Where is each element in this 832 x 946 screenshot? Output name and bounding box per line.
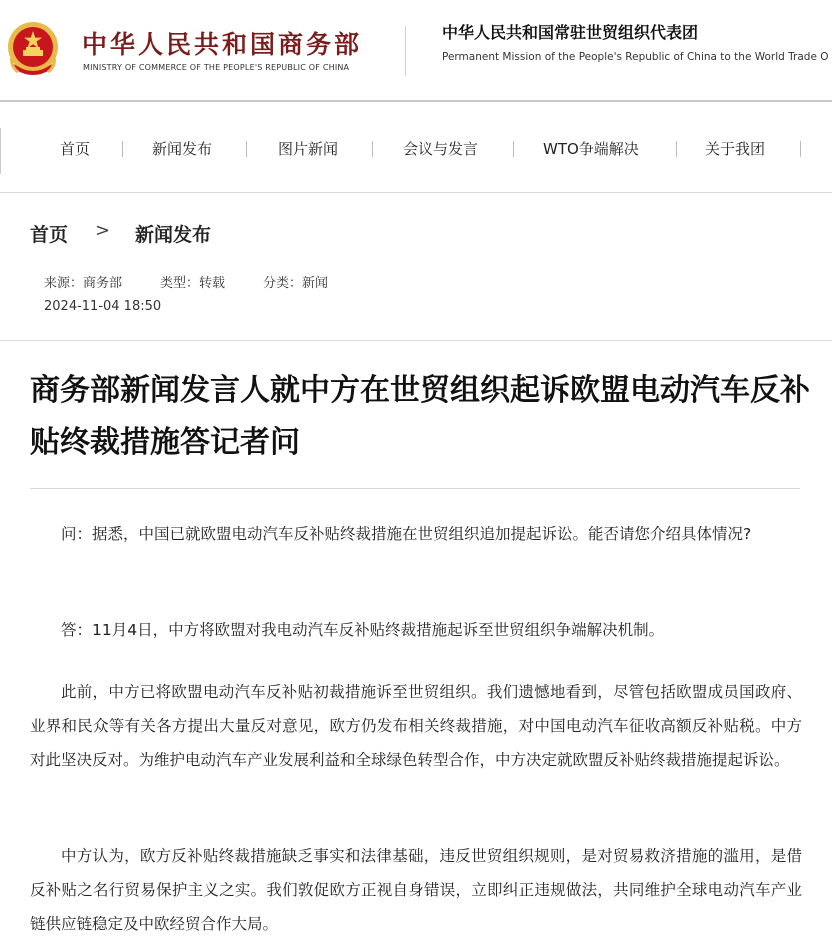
nav-separator [246,141,247,157]
nav-item-news-release[interactable]: 新闻发布 [152,140,213,158]
nav-item-home[interactable]: 首页 [60,140,91,158]
title-divider [30,488,800,489]
article-paragraph-question: 问：据悉，中国已就欧盟电动汽车反补贴终裁措施在世贸组织追加提起诉讼。能否请您介绍具体情况? [61,525,752,543]
breadcrumb-separator: > [95,220,111,241]
article-category: 分类：新闻 [263,276,329,291]
ministry-name-en[interactable]: MINISTRY OF COMMERCE OF THE PEOPLE'S REPUBLIC OF CHINA [83,63,350,72]
meta-divider [0,340,832,341]
nav-item-wto-disputes[interactable]: WTO争端解决 [543,140,639,158]
article-paragraph-position: 中方认为，欧方反补贴终裁措施缺乏事实和法律基础，违反世贸组织规则，是对贸易救济措施的滥用，是借反补贴之名行贸易保护主义之实。我们敦促欧方正视自身错误，立即纠正违规做法，共同维护全球电动汽车产业链供应链稳定及中欧经贸合作大局。 [30,847,802,933]
nav-separator [800,141,801,157]
article-paragraph-background: 此前，中方已将欧盟电动汽车反补贴初裁措施诉至世贸组织。我们遗憾地看到，尽管包括欧盟成员国政府、业界和民众等有关各方提出大量反对意见，欧方仍发布相关终裁措施，对中国电动汽车征收高额反补贴税。中方对此坚决反对。为维护电动汽车产业发展利益和全球绿色转型合作，中方决定就欧盟反补贴终裁措施提起诉讼。 [30,683,802,769]
breadcrumb-current[interactable]: 新闻发布 [135,224,212,246]
site-header [0,0,832,102]
article-type: 类型：转载 [160,276,226,291]
nav-edge-divider [0,128,1,174]
nav-separator [372,141,373,157]
breadcrumb-home[interactable]: 首页 [30,224,69,246]
nav-separator [122,141,123,157]
nav-item-photo-news[interactable]: 图片新闻 [278,140,339,158]
article-title: 商务部新闻发言人就中方在世贸组织起诉欧盟电动汽车反补贴终裁措施答记者问 [30,373,810,460]
nav-item-about-us[interactable]: 关于我团 [705,140,766,158]
ministry-name-cn[interactable]: 中华人民共和国商务部 [82,30,363,59]
nav-item-meetings-speeches[interactable]: 会议与发言 [403,140,479,158]
nav-separator [676,141,677,157]
nav-separator [513,141,514,157]
header-divider [405,26,406,76]
article-date: 2024-11-04 18:50 [44,299,162,314]
mission-name-en: Permanent Mission of the People's Republic of China to the World Trade O [442,51,829,63]
article-paragraph-answer: 答：11月4日，中方将欧盟对我电动汽车反补贴终裁措施起诉至世贸组织争端解决机制。 [61,621,665,639]
mission-name-cn[interactable]: 中华人民共和国常驻世贸组织代表团 [442,23,699,42]
national-emblem-icon[interactable] [6,20,60,78]
article-source: 来源：商务部 [44,276,123,291]
